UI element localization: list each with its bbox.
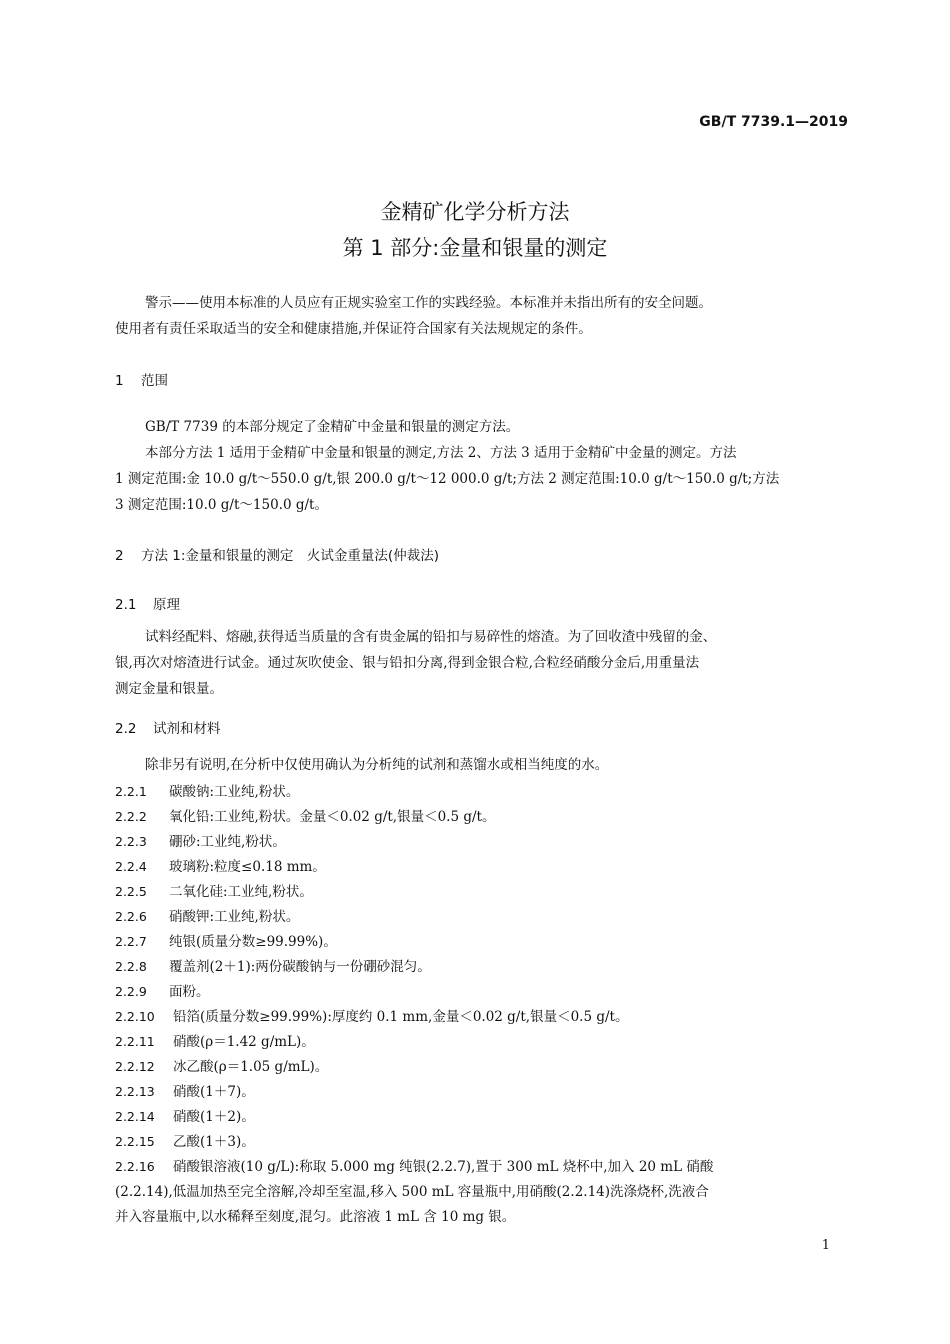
section-number: 1 xyxy=(115,373,124,389)
warning-line-2: 使用者有责任采取适当的安全和健康措施,并保证符合国家有关法规规定的条件。 xyxy=(115,321,592,337)
section-title: 范围 xyxy=(141,373,168,389)
item-number: 2.2.15 xyxy=(115,1134,155,1149)
item-number: 2.2.11 xyxy=(115,1034,155,1049)
paragraph-line: 1 测定范围:金 10.0 g/t～550.0 g/t,银 200.0 g/t～12 000.0 g/t;方法 2 测定范围:10.0 g/t～150.0 g/t;方法 xyxy=(115,471,780,487)
item-text: 面粉。 xyxy=(169,984,210,1000)
item-text: 纯银(质量分数≥99.99%)。 xyxy=(169,934,337,950)
list-item xyxy=(115,805,495,825)
document-title: 金精矿化学分析方法 xyxy=(380,200,570,224)
item-number: 2.2.12 xyxy=(115,1059,155,1074)
item-number: 2.2.3 xyxy=(115,834,147,849)
paragraph-line: 试料经配料、熔融,获得适当质量的含有贵金属的铅扣与易碎性的熔渣。为了回收渣中残留的金、 xyxy=(145,629,717,645)
item-number: 2.2.9 xyxy=(115,984,147,999)
item-text: 铅箔(质量分数≥99.99%):厚度约 0.1 mm,金量＜0.02 g/t,银量＜0.5 g/t。 xyxy=(173,1009,629,1025)
list-item xyxy=(115,980,210,1000)
item-number: 2.2.7 xyxy=(115,934,147,949)
list-item xyxy=(115,830,286,850)
item-number: 2.2.1 xyxy=(115,784,147,799)
item-number: 2.2.4 xyxy=(115,859,147,874)
item-number: 2.2.14 xyxy=(115,1109,155,1124)
item-text: 玻璃粉:粒度≤0.18 mm。 xyxy=(169,859,326,875)
item-number: 2.2.5 xyxy=(115,884,147,899)
list-item xyxy=(115,905,299,925)
item-number: 2.2.6 xyxy=(115,909,147,924)
section-title: 原理 xyxy=(153,597,180,613)
list-item xyxy=(115,1130,255,1150)
list-item xyxy=(115,930,337,950)
paragraph-line: (2.2.14),低温加热至完全溶解,冷却至室温,移入 500 mL 容量瓶中,用硝酸(2.2.14)洗涤烧杯,洗液合 xyxy=(115,1184,709,1200)
list-item xyxy=(115,880,313,900)
standard-number: GB/T 7739.1—2019 xyxy=(699,114,848,130)
paragraph-line: 银,再次对熔渣进行试金。通过灰吹使金、银与铅扣分离,得到金银合粒,合粒经硝酸分金后,用重量法 xyxy=(115,655,700,671)
paragraph: GB/T 7739 的本部分规定了金精矿中金量和银量的测定方法。 xyxy=(145,419,520,435)
item-text: 覆盖剂(2＋1):两份碳酸钠与一份硼砂混匀。 xyxy=(169,959,431,975)
section-2-1-heading xyxy=(115,593,180,613)
section-number: 2.1 xyxy=(115,597,137,613)
list-item xyxy=(115,1105,255,1125)
paragraph-line: 并入容量瓶中,以水稀释至刻度,混匀。此溶液 1 mL 含 10 mg 银。 xyxy=(115,1209,516,1225)
section-title: 方法 1:金量和银量的测定 火试金重量法(仲裁法) xyxy=(141,548,439,564)
item-text: 硼砂:工业纯,粉状。 xyxy=(169,834,286,850)
document-subtitle: 第 1 部分:金量和银量的测定 xyxy=(342,236,608,260)
list-item xyxy=(115,1155,713,1175)
section-number: 2.2 xyxy=(115,721,137,737)
item-text: 硝酸(1＋7)。 xyxy=(173,1084,255,1100)
list-item xyxy=(115,780,299,800)
item-text: 硝酸(ρ＝1.42 g/mL)。 xyxy=(173,1034,315,1050)
list-item xyxy=(115,1005,628,1025)
section-2-heading xyxy=(115,544,439,564)
warning-line-1: 警示——使用本标准的人员应有正规实验室工作的实践经验。本标准并未指出所有的安全问题。 xyxy=(145,295,712,311)
paragraph-line: 本部分方法 1 适用于金精矿中金量和银量的测定,方法 2、方法 3 适用于金精矿中金量的测定。方法 xyxy=(145,445,737,461)
section-1-heading xyxy=(115,369,168,389)
list-item xyxy=(115,855,326,875)
item-text: 冰乙酸(ρ＝1.05 g/mL)。 xyxy=(173,1059,329,1075)
item-text: 硝酸(1＋2)。 xyxy=(173,1109,255,1125)
paragraph-line: 测定金量和银量。 xyxy=(115,681,223,697)
item-text: 硝酸银溶液(10 g/L):称取 5.000 mg 纯银(2.2.7),置于 300 mL 烧杯中,加入 20 mL 硝酸 xyxy=(173,1159,714,1175)
section-2-2-heading xyxy=(115,717,221,737)
item-number: 2.2.2 xyxy=(115,809,147,824)
item-text: 二氧化硅:工业纯,粉状。 xyxy=(169,884,313,900)
list-item xyxy=(115,955,431,975)
item-number: 2.2.8 xyxy=(115,959,147,974)
item-text: 氧化铅:工业纯,粉状。金量＜0.02 g/t,银量＜0.5 g/t。 xyxy=(169,809,496,825)
section-number: 2 xyxy=(115,548,124,564)
list-item xyxy=(115,1055,328,1075)
paragraph-line: 3 测定范围:10.0 g/t～150.0 g/t。 xyxy=(115,497,328,513)
item-number: 2.2.16 xyxy=(115,1159,155,1174)
page-number: 1 xyxy=(821,1238,830,1253)
list-item xyxy=(115,1030,315,1050)
paragraph: 除非另有说明,在分析中仅使用确认为分析纯的试剂和蒸馏水或相当纯度的水。 xyxy=(145,757,609,773)
item-number: 2.2.13 xyxy=(115,1084,155,1099)
section-title: 试剂和材料 xyxy=(153,721,221,737)
item-text: 碳酸钠:工业纯,粉状。 xyxy=(169,784,300,800)
item-text: 硝酸钾:工业纯,粉状。 xyxy=(169,909,300,925)
list-item xyxy=(115,1080,255,1100)
item-number: 2.2.10 xyxy=(115,1009,155,1024)
item-text: 乙酸(1＋3)。 xyxy=(173,1134,255,1150)
